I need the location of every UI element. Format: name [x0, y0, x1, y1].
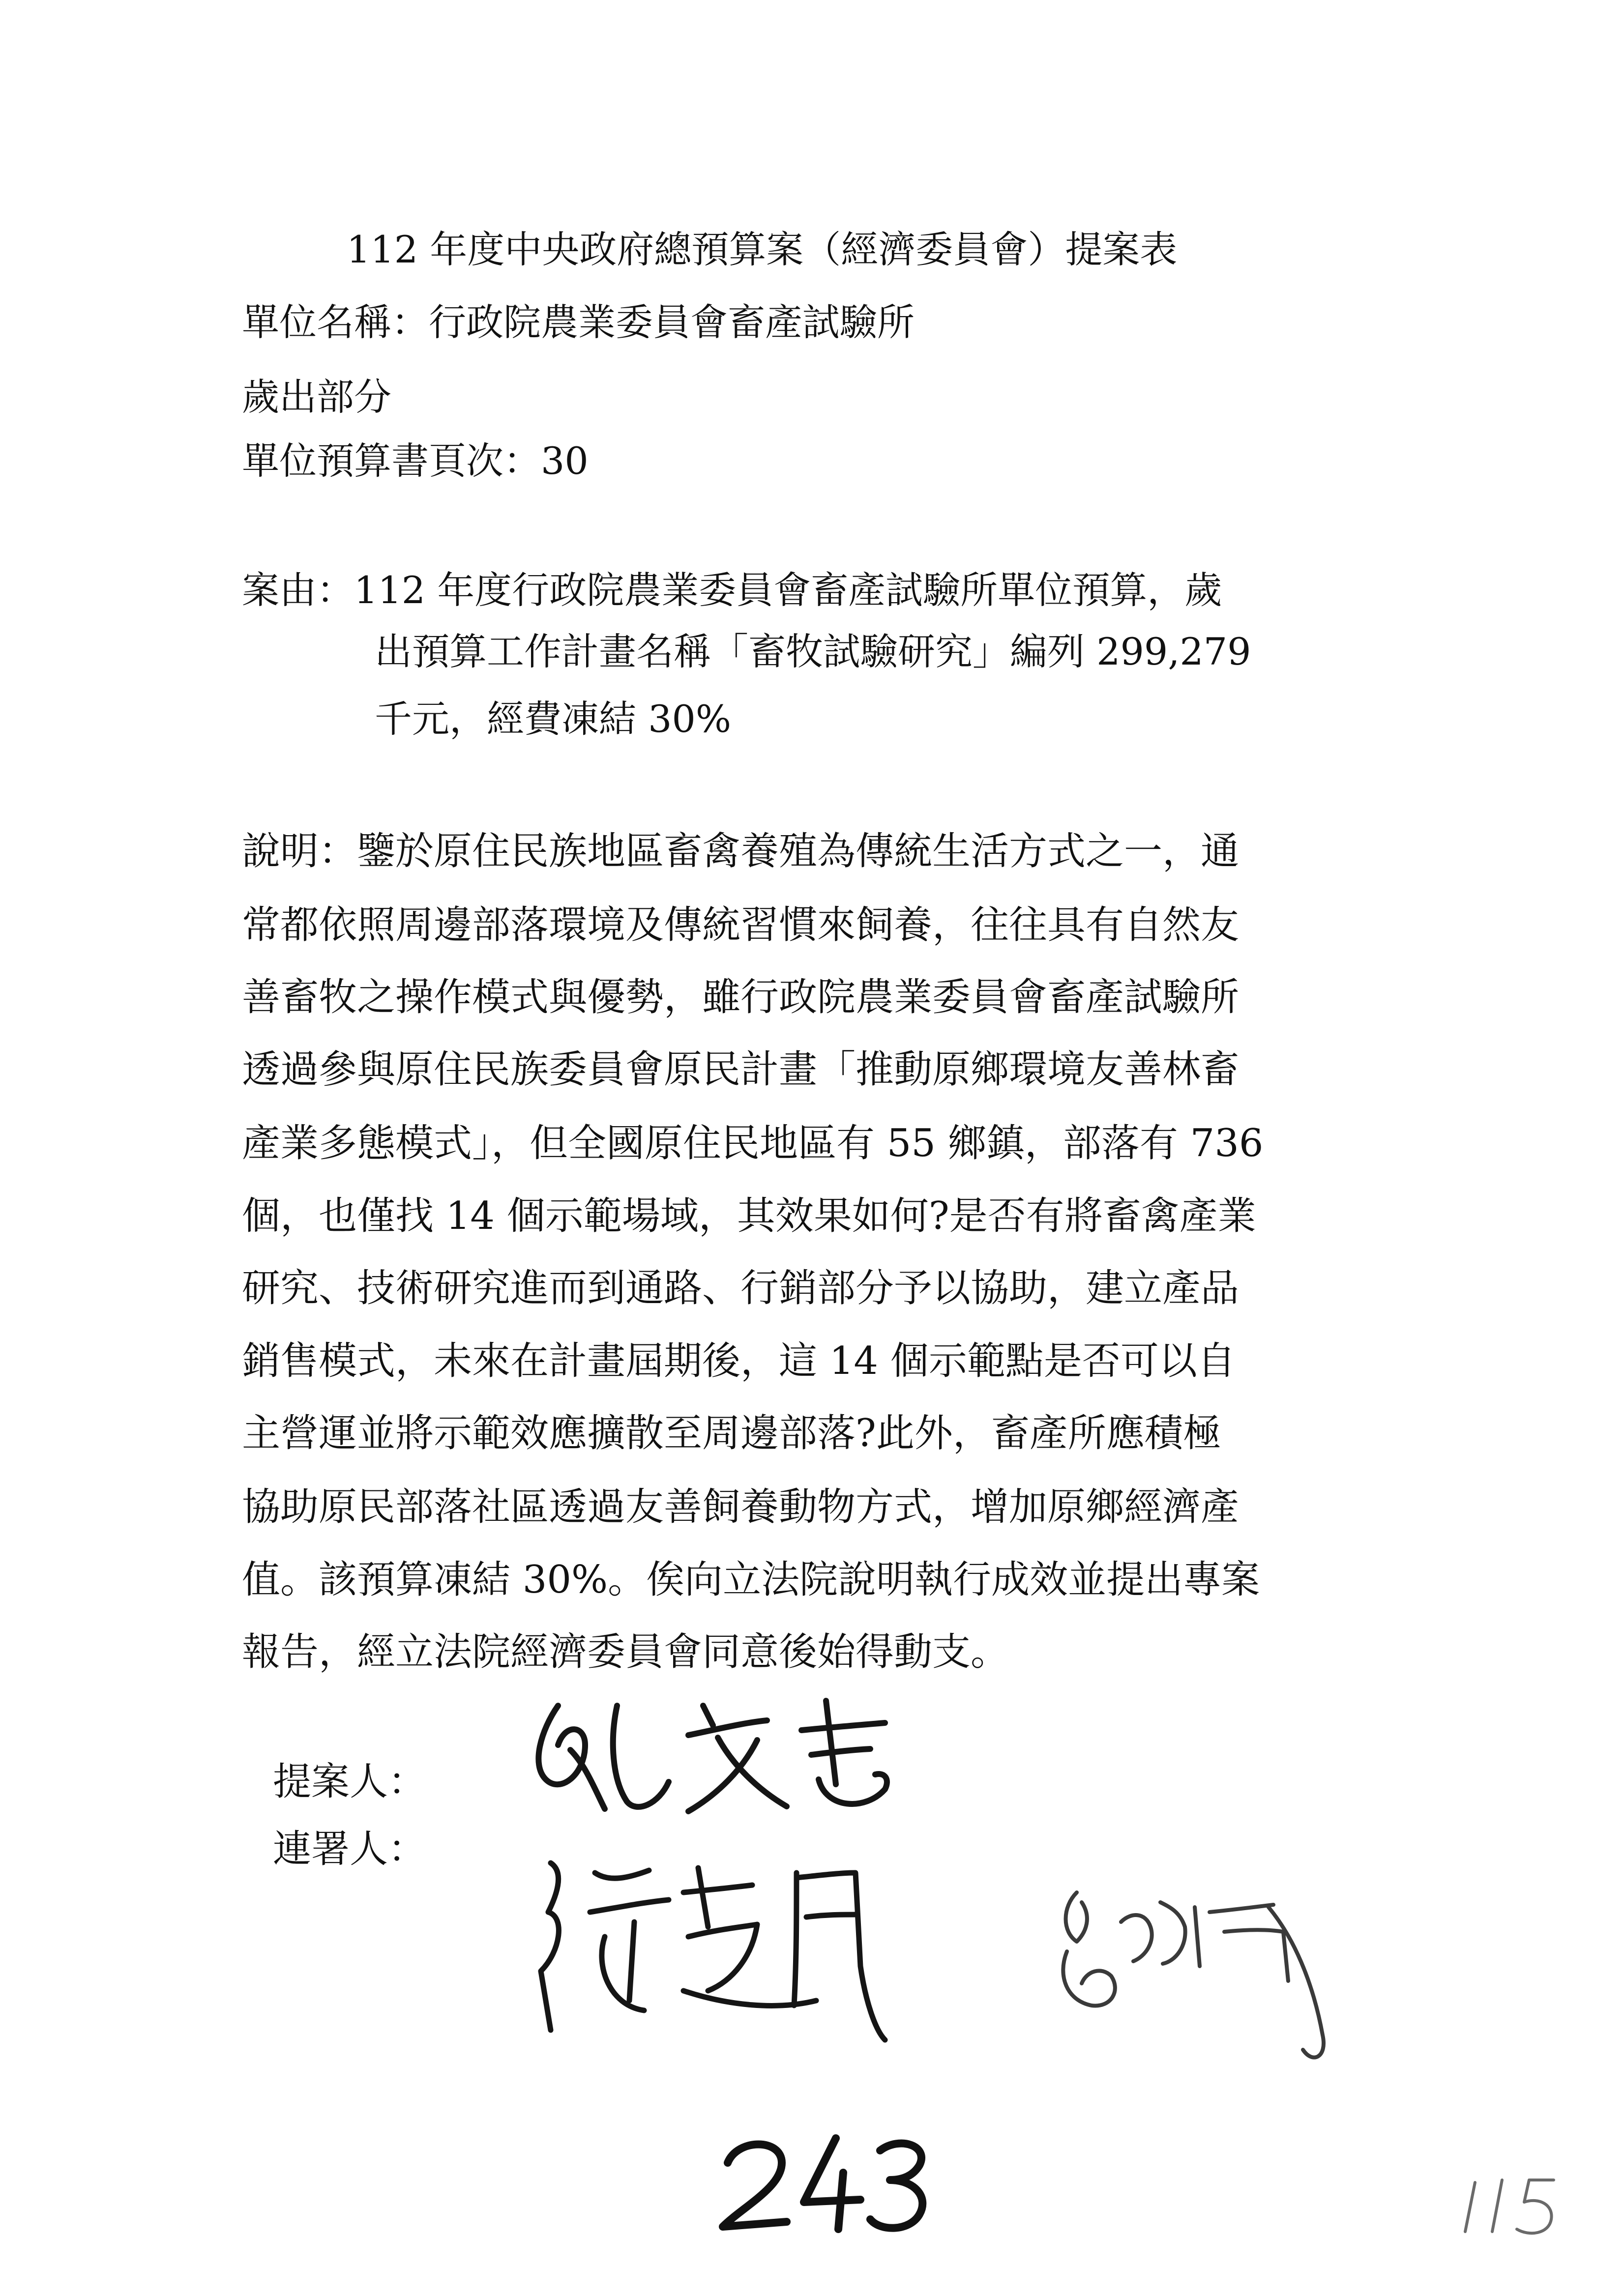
cosigner-signature-2	[1047, 1863, 1342, 2069]
case-line: 千元，經費凍結 30%	[375, 697, 732, 741]
explanation-line: 常都依照周邊部落環境及傳統習慣來飼養，往往具有自然友	[242, 903, 1240, 947]
explanation-line: 報告，經立法院經濟委員會同意後始得動支。	[242, 1630, 1009, 1674]
explanation-line: 協助原民部落社區透過友善飼養動物方式，增加原鄉經濟產	[242, 1485, 1240, 1529]
explanation-line: 善畜牧之操作模式與優勢，雖行政院農業委員會畜產試驗所	[242, 975, 1240, 1019]
proposer-label: 提案人：	[273, 1760, 427, 1804]
explanation-line: 說明：鑒於原住民族地區畜禽養殖為傳統生活方式之一，通	[242, 829, 1240, 873]
unit-name: 單位名稱：行政院農業委員會畜產試驗所	[242, 300, 915, 344]
proposer-signature	[511, 1671, 954, 1829]
cosigner-label: 連署人：	[273, 1827, 427, 1871]
cosigner-signature-1	[521, 1843, 924, 2050]
case-line: 出預算工作計畫名稱「畜牧試驗研究」編列 299,279	[375, 630, 1251, 673]
explanation-line: 個，也僅找 14 個示範場域，其效果如何?是否有將畜禽產業	[242, 1194, 1256, 1238]
section-label: 歲出部分	[242, 375, 391, 419]
case-line: 案由：112 年度行政院農業委員會畜產試驗所單位預算，歲	[242, 568, 1222, 612]
explanation-line: 值。該預算凍結 30%。俟向立法院說明執行成效並提出專案	[242, 1558, 1260, 1602]
explanation-line: 透過參與原住民族委員會原民計畫「推動原鄉環境友善林畜	[242, 1047, 1240, 1092]
document-title: 112 年度中央政府總預算案（經濟委員會）提案表	[347, 228, 1178, 271]
explanation-line: 產業多態模式」，但全國原住民地區有 55 鄉鎮，部落有 736	[242, 1121, 1264, 1165]
explanation-line: 研究、技術研究進而到通路、行銷部分予以協助，建立產品	[242, 1266, 1240, 1310]
explanation-line: 銷售模式，未來在計畫屆期後，這 14 個示範點是否可以自	[242, 1339, 1236, 1383]
explanation-line: 主營運並將示範效應擴散至周邊部落?此外，畜產所應積極	[242, 1411, 1221, 1455]
page-number	[713, 2128, 939, 2238]
pencil-page-number	[1455, 2168, 1568, 2243]
budget-page-ref: 單位預算書頁次：30	[242, 439, 589, 483]
